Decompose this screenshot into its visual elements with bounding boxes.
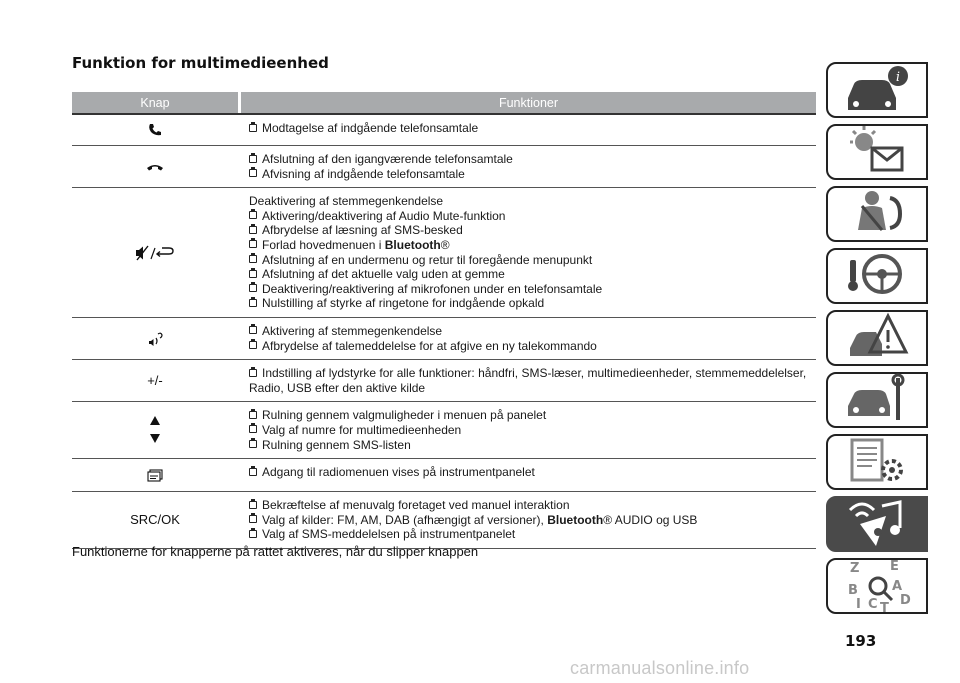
chapter-tab-seatbelt-airbag[interactable] [826, 186, 928, 242]
function-item [249, 152, 816, 167]
bullet-icon [249, 155, 257, 163]
table-row [72, 188, 816, 318]
bullet-icon [249, 299, 257, 307]
steering-wheel-key-icon [842, 246, 912, 306]
function-item [249, 465, 816, 480]
svg-text:E: E [890, 559, 899, 574]
button-cell [72, 459, 238, 491]
svg-text:T: T [880, 601, 889, 616]
svg-text:i: i [895, 70, 901, 85]
multimedia-icon [842, 494, 912, 554]
function-item [249, 408, 816, 423]
chapter-tab-steering-wheel-key[interactable] [826, 248, 928, 304]
bullet-icon [249, 270, 257, 278]
button-cell [72, 360, 238, 401]
function-item [249, 194, 816, 209]
chapter-tab-emergency-triangle[interactable] [826, 310, 928, 366]
bullet-icon [249, 124, 257, 132]
watermark: carmanualsonline.info [570, 658, 750, 678]
function-text: Valg af SMS-meddelelsen på instrumentpanelet [262, 527, 516, 542]
bullet-icon [249, 326, 257, 334]
table-row [72, 402, 816, 459]
svg-text:A: A [892, 579, 903, 594]
button-label: SRC/OK [130, 512, 180, 528]
bullet-icon [249, 440, 257, 448]
function-item [249, 366, 816, 381]
bullet-icon [249, 226, 257, 234]
table-row [72, 146, 816, 188]
functions-cell [241, 402, 816, 458]
function-text: Valg af numre for multimedieenheden [262, 422, 462, 437]
svg-text:Z: Z [850, 561, 860, 576]
bullet-icon [249, 341, 257, 349]
button-cell [72, 492, 238, 548]
functions-cell [241, 360, 816, 401]
function-text: Afslutning af en undermenu og retur til foregående menupunkt [262, 252, 593, 267]
header-key: Knap [72, 92, 238, 113]
function-text: Radio, USB efter den aktive kilde [249, 380, 426, 395]
bullet-icon [249, 211, 257, 219]
table-row [72, 113, 816, 146]
bullet-icon [249, 240, 257, 248]
bullet-icon [249, 468, 257, 476]
function-item [249, 282, 816, 297]
function-text: Aktivering af stemmegenkendelse [262, 323, 443, 338]
function-item [249, 238, 816, 253]
function-item [249, 267, 816, 282]
phone-answer-icon [147, 122, 163, 138]
button-cell [72, 402, 238, 458]
function-text: Afbrydelse af talemeddelelse for at afgive en ny talekommando [262, 338, 597, 353]
functions-cell [241, 318, 816, 359]
function-item [249, 381, 816, 396]
function-item [249, 438, 816, 453]
bullet-icon [249, 169, 257, 177]
index-letters-icon [842, 556, 912, 616]
button-cell [72, 115, 238, 145]
phone-hangup-icon [146, 162, 164, 172]
function-text: Afvisning af indgående telefonsamtale [262, 166, 465, 181]
function-text: Bekræftelse af menuvalg foretaget ved manuel interaktion [262, 498, 570, 513]
table-row [72, 360, 816, 402]
bullet-icon [249, 530, 257, 538]
arrows-updown-icon [149, 414, 161, 446]
function-text: Indstilling af lydstyrke for alle funktioner: håndfri, SMS-læser, multimedieenheder, stemmemeddelelser, [262, 366, 807, 381]
bullet-icon [249, 255, 257, 263]
button-cell [72, 318, 238, 359]
function-text: Nulstilling af styrke af ringetone for indgående opkald [262, 296, 545, 311]
function-text: Adgang til radiomenuen vises på instrumentpanelet [262, 465, 535, 480]
function-item [249, 167, 816, 182]
chapter-tab-warning-lights[interactable] [826, 124, 928, 180]
svg-text:D: D [900, 593, 911, 608]
car-tools-icon [842, 370, 912, 430]
seatbelt-airbag-icon [842, 184, 912, 244]
function-item [249, 324, 816, 339]
chapter-tab-index-letters[interactable] [826, 558, 928, 614]
header-functions: Funktioner [241, 92, 816, 113]
function-text: Modtagelse af indgående telefonsamtale [262, 121, 479, 135]
chapter-tab-car-info[interactable] [826, 62, 928, 118]
function-text: Valg af kilder: FM, AM, DAB (afhængigt af versioner), Bluetooth® AUDIO og USB [262, 512, 698, 527]
bullet-icon [249, 515, 257, 523]
function-item [249, 339, 816, 354]
bullet-icon [249, 411, 257, 419]
function-text: Afslutning af den igangværende telefonsamtale [262, 152, 513, 166]
function-text: Afbrydelse af læsning af SMS-besked [262, 223, 463, 238]
function-text: Rulning gennem SMS-listen [262, 437, 411, 452]
function-text: Rulning gennem valgmuligheder i menuen på panelet [262, 408, 547, 423]
function-text: Afslutning af det aktuelle valg uden at gemme [262, 267, 505, 282]
table-header [72, 92, 816, 113]
page-number: 193 [845, 632, 877, 650]
button-cell [72, 188, 238, 317]
functions-cell [241, 492, 816, 548]
page-title: Funktion for multimedieenhed [72, 54, 329, 72]
voice-icon [147, 331, 163, 347]
svg-text:B: B [848, 583, 858, 598]
brand-bluetooth: Bluetooth [547, 512, 604, 527]
bullet-icon [249, 284, 257, 292]
function-item [249, 423, 816, 438]
emergency-triangle-icon [842, 308, 912, 368]
bullet-icon [249, 501, 257, 509]
car-info-icon [842, 60, 912, 120]
functions-cell [241, 115, 816, 145]
function-item [249, 513, 816, 528]
button-label: +/- [147, 373, 163, 389]
warning-lights-icon [842, 122, 912, 182]
svg-text:I: I [856, 597, 861, 612]
brand-bluetooth: Bluetooth [384, 237, 441, 252]
chapter-tab-technical-data[interactable] [826, 434, 928, 490]
table-row [72, 492, 816, 549]
function-text: Deaktivering/reaktivering af mikrofonen under en telefonsamtale [262, 281, 603, 296]
bullet-icon [249, 425, 257, 433]
function-text: Aktivering/deaktivering af Audio Mute-funktion [262, 208, 506, 223]
functions-table [72, 92, 816, 549]
radio-menu-icon [147, 469, 163, 482]
functions-cell [241, 188, 816, 317]
bullet-icon [249, 369, 257, 377]
svg-text:C: C [868, 597, 878, 612]
function-text: Deaktivering af stemmegenkendelse [249, 194, 444, 209]
function-item [249, 121, 816, 136]
technical-data-icon [842, 432, 912, 492]
function-item [249, 527, 816, 542]
function-item [249, 209, 816, 224]
function-text: Forlad hovedmenuen i Bluetooth® [262, 237, 450, 252]
chapter-tab-car-tools[interactable] [826, 372, 928, 428]
footnote: Funktionerne for knapperne på rattet aktiveres, når du slipper knappen [72, 544, 479, 559]
button-cell [72, 146, 238, 187]
functions-cell [241, 459, 816, 491]
function-item [249, 253, 816, 268]
function-item [249, 223, 816, 238]
function-item [249, 296, 816, 311]
function-item [249, 498, 816, 513]
functions-cell [241, 146, 816, 187]
chapter-tab-multimedia[interactable] [826, 496, 928, 552]
table-row [72, 459, 816, 492]
mute-return-icon [135, 245, 175, 261]
table-row [72, 318, 816, 360]
